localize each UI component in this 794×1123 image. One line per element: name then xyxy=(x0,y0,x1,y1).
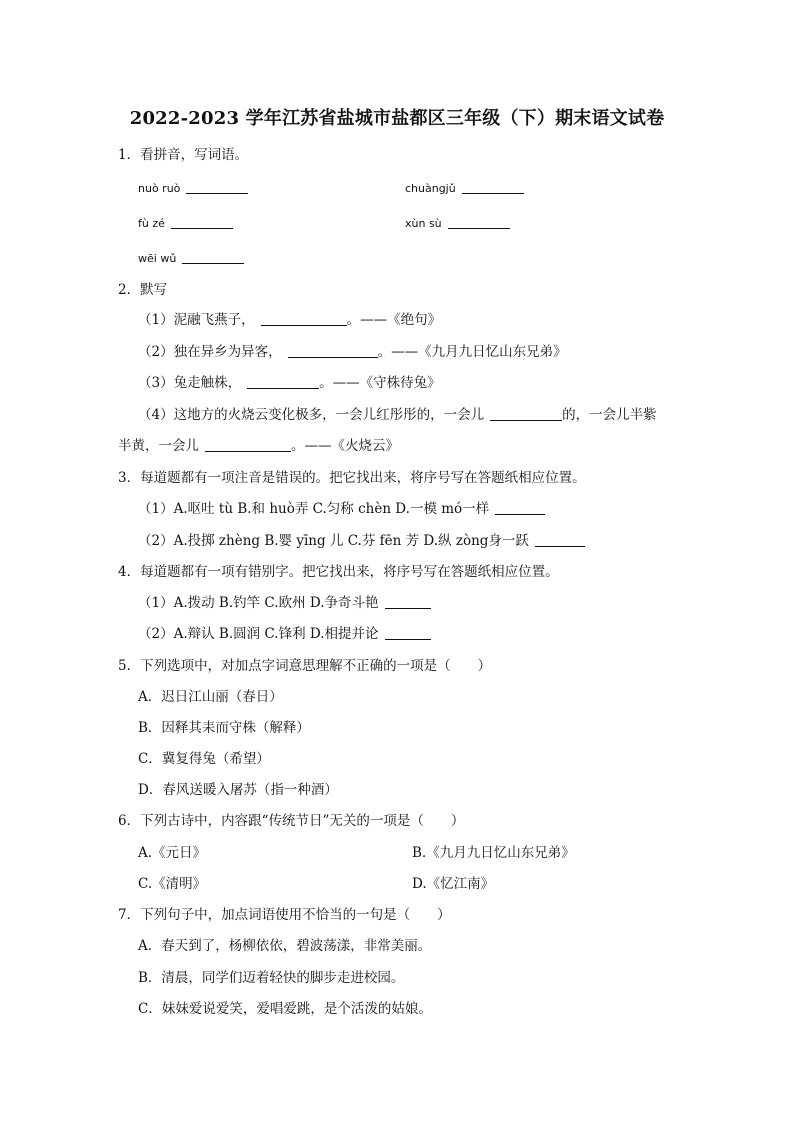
q5-option-c[interactable]: C．冀复得兔（希望） xyxy=(138,751,270,767)
answer-blank[interactable] xyxy=(385,595,431,609)
question-2-stem: 2．默写 xyxy=(118,282,168,298)
answer-blank[interactable] xyxy=(205,438,291,452)
question-5-stem: 5．下列选项中，对加点字词意思理解不正确的一项是（ ） xyxy=(118,658,492,674)
answer-blank[interactable] xyxy=(490,407,562,421)
q6-option-a[interactable]: A.《元日》 xyxy=(138,845,207,861)
pinyin-text: wēi wǔ xyxy=(138,252,177,265)
pinyin-text: fù zé xyxy=(138,217,165,230)
pinyin-text: xùn sù xyxy=(405,217,442,230)
question-1-stem: 1．看拼音，写词语。 xyxy=(118,147,249,163)
q5-option-d[interactable]: D．春风送暖入屠苏（指一种酒） xyxy=(138,782,338,798)
answer-blank[interactable] xyxy=(495,501,545,515)
q6-option-c[interactable]: C.《清明》 xyxy=(138,876,207,892)
pinyin-text: chuàngjǔ xyxy=(405,182,456,195)
q2-text: 半黄，一会儿 xyxy=(118,438,199,454)
q7-option-a[interactable]: A．春天到了，杨柳依依，碧波荡漾，非常美丽。 xyxy=(138,938,432,954)
q1-item-4 xyxy=(405,214,510,233)
q2-line-3 xyxy=(138,374,441,392)
q3-options: （2）A.投掷 zhèng B.婴 yīng 儿 C.芬 fēn 芳 D.纵 zòng身一跃 xyxy=(138,533,529,549)
question-4-stem: 4．每道题都有一项有错别字。把它找出来，将序号写在答题纸相应位置。 xyxy=(118,564,559,580)
q2-line-4 xyxy=(138,406,657,424)
q4-options: （1）A.拨动 B.钓竿 C.欧州 D.争奇斗艳 xyxy=(138,595,379,611)
q2-text: （2）独在异乡为异客， xyxy=(138,344,282,360)
question-6-stem: 6．下列古诗中，内容跟“传统节日”无关的一项是（ ） xyxy=(118,813,465,829)
q4-options: （2）A.辩认 B.圆润 C.锋利 D.相提并论 xyxy=(138,626,379,642)
q1-item-1 xyxy=(138,179,248,198)
answer-blank[interactable] xyxy=(186,180,248,194)
question-7-stem: 7．下列句子中，加点词语使用不恰当的一句是（ ） xyxy=(118,907,451,923)
q6-option-d[interactable]: D.《忆江南》 xyxy=(412,876,495,892)
answer-blank[interactable] xyxy=(182,250,244,264)
answer-blank[interactable] xyxy=(448,215,510,229)
q2-text: （1）泥融飞燕子， xyxy=(138,312,255,328)
q2-text: 的，一会儿半紫 xyxy=(562,407,657,423)
pinyin-text: nuò ruò xyxy=(138,182,181,195)
q2-source: 。——《火烧云》 xyxy=(291,438,399,454)
q2-source: 。——《绝句》 xyxy=(346,312,442,328)
question-3-stem: 3．每道题都有一项注音是错误的。把它找出来，将序号写在答题纸相应位置。 xyxy=(118,470,586,486)
q1-item-2 xyxy=(405,179,524,198)
q1-item-3 xyxy=(138,214,233,233)
q2-line-1 xyxy=(138,311,441,329)
answer-blank[interactable] xyxy=(171,215,233,229)
q3-line-1 xyxy=(138,500,545,518)
q2-source: 。——《九月九日忆山东兄弟》 xyxy=(377,344,567,360)
answer-blank[interactable] xyxy=(288,344,378,358)
q6-option-b[interactable]: B.《九月九日忆山东兄弟》 xyxy=(412,845,575,861)
page-title: 2022-2023 学年江苏省盐城市盐都区三年级（下）期末语文试卷 xyxy=(129,108,665,129)
answer-blank[interactable] xyxy=(261,312,347,326)
q2-text: （3）兔走触株， xyxy=(138,375,242,391)
answer-blank[interactable] xyxy=(385,626,431,640)
q2-text: （4）这地方的火烧云变化极多，一会儿红彤彤的，一会儿 xyxy=(138,407,485,423)
q5-option-a[interactable]: A．迟日江山丽（春日） xyxy=(138,689,283,705)
q4-line-2 xyxy=(138,625,431,643)
answer-blank[interactable] xyxy=(535,533,585,547)
q1-item-5 xyxy=(138,249,244,268)
q2-line-5 xyxy=(118,437,399,455)
q2-source: 。——《守株待兔》 xyxy=(319,375,441,391)
q7-option-b[interactable]: B．清晨，同学们迈着轻快的脚步走进校园。 xyxy=(138,970,405,986)
answer-blank[interactable] xyxy=(462,180,524,194)
q3-options: （1）A.呕吐 tù B.和 huò弄 C.匀称 chèn D.一模 mó一样 xyxy=(138,501,490,517)
q3-line-2 xyxy=(138,532,585,550)
q7-option-c[interactable]: C．妹妹爱说爱笑，爱唱爱跳，是个活泼的姑娘。 xyxy=(138,1001,432,1017)
q4-line-1 xyxy=(138,594,431,612)
q2-line-2 xyxy=(138,343,567,361)
answer-blank[interactable] xyxy=(247,375,319,389)
q5-option-b[interactable]: B．因释其耒而守株（解释） xyxy=(138,720,310,736)
